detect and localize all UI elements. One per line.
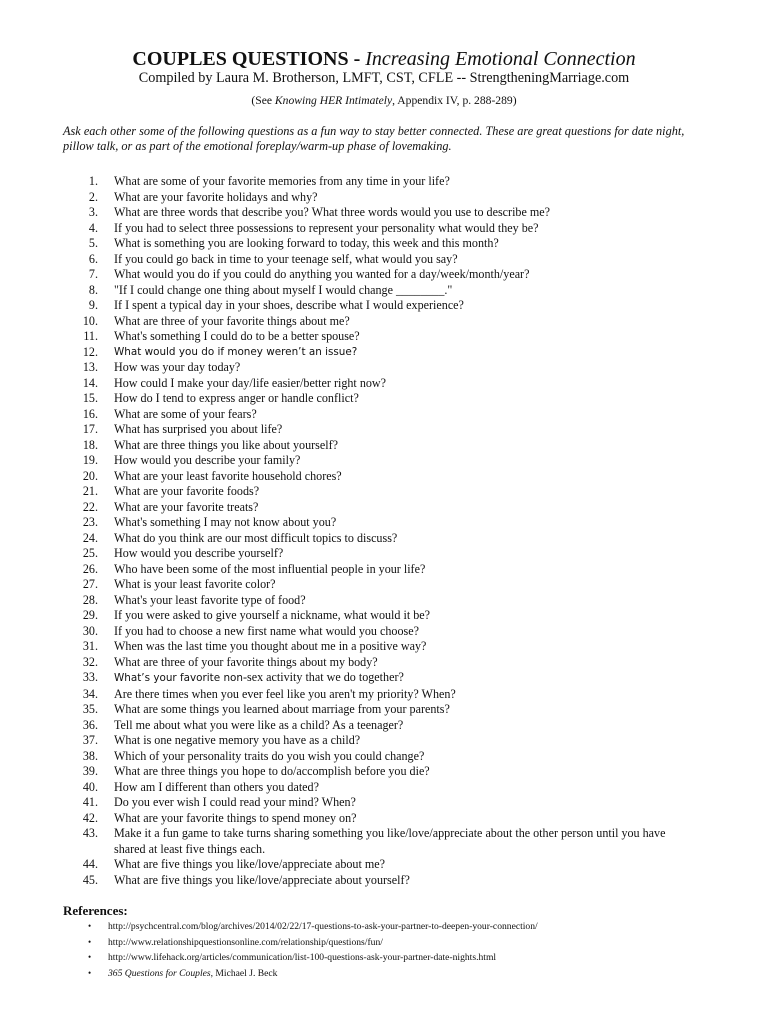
question-text: Which of your personality traits do you wish you could change? xyxy=(114,748,425,763)
question-number: 23. xyxy=(82,515,98,529)
question-text: What are three of your favorite things about me? xyxy=(114,313,350,328)
question-number: 21. xyxy=(82,484,98,498)
question-item xyxy=(0,221,768,237)
question-number: 6. xyxy=(88,251,98,266)
question-text: What are three things you like about yourself? xyxy=(114,437,338,452)
question-list xyxy=(0,174,768,888)
question-number: 32. xyxy=(82,654,98,669)
question-item xyxy=(0,205,768,221)
question-item xyxy=(0,360,768,376)
compiled-by-line: Compiled by Laura M. Brotherson, LMFT, CST, CFLE -- StrengtheningMarriage.com xyxy=(138,70,630,86)
reference-item xyxy=(0,950,768,966)
question-item xyxy=(0,873,768,889)
question-item xyxy=(0,655,768,671)
question-item xyxy=(0,453,768,469)
intro-paragraph: Ask each other some of the following questions as a fun way to stay better connected. These are great questions for date night, pillow talk, or as part of the emotional foreplay/warm-up phase of lovemaking. xyxy=(63,124,685,153)
question-item xyxy=(0,236,768,252)
question-item xyxy=(0,438,768,454)
question-number: 42. xyxy=(82,810,98,825)
question-text: If I spent a typical day in your shoes, describe what I would experience? xyxy=(114,298,464,312)
question-number: 19. xyxy=(82,453,98,467)
question-item xyxy=(0,577,768,593)
question-text-part-b: -sex activity that we do together? xyxy=(242,670,404,684)
question-item xyxy=(0,407,768,423)
question-number: 4. xyxy=(88,220,98,235)
question-text: What is your least favorite color? xyxy=(114,577,276,591)
question-text: What has surprised you about life? xyxy=(114,422,283,436)
question-number: 12. xyxy=(82,344,98,359)
question-text: What would you do if money weren’t an issue? xyxy=(114,345,358,358)
question-number: 38. xyxy=(82,748,98,763)
question-item xyxy=(0,826,768,857)
question-item xyxy=(0,670,768,687)
question-text: How would you describe yourself? xyxy=(114,546,284,560)
question-number: 20. xyxy=(82,468,98,483)
question-text: What are three things you hope to do/accomplish before you die? xyxy=(114,764,430,778)
question-text: What are some things you learned about marriage from your parents? xyxy=(114,702,450,716)
reference-item xyxy=(0,919,768,935)
reference-item xyxy=(0,966,768,982)
question-item xyxy=(0,283,768,299)
question-item xyxy=(0,764,768,780)
question-item xyxy=(0,608,768,624)
question-number: 26. xyxy=(82,561,98,576)
question-number: 33. xyxy=(82,670,98,684)
question-item xyxy=(0,562,768,578)
question-item xyxy=(0,593,768,609)
question-text: How could I make your day/life easier/better right now? xyxy=(114,375,387,390)
question-text: How would you describe your family? xyxy=(114,453,301,467)
question-number: 30. xyxy=(82,623,98,638)
question-number: 10. xyxy=(82,313,98,328)
bullet-icon: • xyxy=(88,921,92,931)
question-text: What are some of your favorite memories from any time in your life? xyxy=(114,174,450,188)
question-item xyxy=(0,484,768,500)
question-text xyxy=(114,670,694,687)
question-text: If you could go back in time to your teenage self, what would you say? xyxy=(114,251,458,266)
reference-book xyxy=(108,966,728,982)
question-number: 44. xyxy=(82,857,98,871)
question-number: 7. xyxy=(88,267,98,281)
question-item xyxy=(0,391,768,407)
reference-item xyxy=(0,935,768,951)
question-text: What's your least favorite type of food? xyxy=(114,592,306,607)
question-number: 11. xyxy=(83,329,98,343)
question-number: 1. xyxy=(88,174,98,188)
question-text: If you had to select three possessions to represent your personality what would they be? xyxy=(114,220,539,235)
question-number: 24. xyxy=(82,530,98,545)
question-item xyxy=(0,780,768,796)
question-number: 17. xyxy=(82,422,98,436)
question-item xyxy=(0,733,768,749)
question-text: What are your favorite holidays and why? xyxy=(114,189,318,204)
question-text: "If I could change one thing about myself I would change ________." xyxy=(114,282,453,297)
question-number: 25. xyxy=(82,546,98,560)
question-item xyxy=(0,500,768,516)
question-text: If you were asked to give yourself a nickname, what would it be? xyxy=(114,608,431,622)
question-item xyxy=(0,329,768,345)
question-text-part-a: What’s your favorite non xyxy=(114,672,243,684)
title-main: COUPLES QUESTIONS - xyxy=(132,48,361,70)
question-item xyxy=(0,624,768,640)
question-item xyxy=(0,531,768,547)
question-number: 13. xyxy=(82,360,98,374)
question-text: How do I tend to express anger or handle conflict? xyxy=(114,391,359,405)
question-number: 34. xyxy=(82,686,98,701)
question-item xyxy=(0,718,768,734)
question-number: 15. xyxy=(82,391,98,405)
question-text: Do you ever wish I could read your mind? When? xyxy=(114,795,356,809)
question-number: 29. xyxy=(82,608,98,622)
question-item xyxy=(0,749,768,765)
reference-link[interactable]: http://www.lifehack.org/articles/communication/list-100-questions-ask-your-partner-date-nights.html xyxy=(108,952,497,963)
question-text: What are three words that describe you? What three words would you use to describe me? xyxy=(114,205,551,219)
question-item xyxy=(0,795,768,811)
question-text: What are three of your favorite things about my body? xyxy=(114,654,378,669)
question-item xyxy=(0,687,768,703)
question-text: What do you think are our most difficult topics to discuss? xyxy=(114,530,398,545)
reference-link[interactable]: http://psychcentral.com/blog/archives/2014/02/22/17-questions-to-ask-your-partner-to-deepen-your-connection/ xyxy=(108,921,538,932)
question-text: When was the last time you thought about me in a positive way? xyxy=(114,639,427,653)
question-item xyxy=(0,546,768,562)
question-number: 27. xyxy=(82,577,98,591)
question-number: 37. xyxy=(82,733,98,747)
question-number: 5. xyxy=(88,236,98,250)
question-number: 18. xyxy=(82,437,98,452)
question-number: 40. xyxy=(82,779,98,794)
question-text: What's something I may not know about you? xyxy=(114,515,337,529)
question-item xyxy=(0,267,768,283)
question-text: What are your least favorite household chores? xyxy=(114,468,342,483)
question-text: Make it a fun game to take turns sharing something you like/love/appreciate about the other person until you have shared at least five things each. xyxy=(114,826,666,856)
question-number: 45. xyxy=(82,872,98,887)
question-text: What are your favorite things to spend money on? xyxy=(114,810,357,825)
question-number: 28. xyxy=(82,592,98,607)
title-subtitle: Increasing Emotional Connection xyxy=(365,48,636,70)
question-text: What would you do if you could do anything you wanted for a day/week/month/year? xyxy=(114,267,530,281)
see-prefix: (See xyxy=(251,94,275,107)
question-text: Tell me about what you were like as a child? As a teenager? xyxy=(114,717,404,732)
question-item xyxy=(0,469,768,485)
question-number: 14. xyxy=(82,375,98,390)
bullet-icon: • xyxy=(88,952,92,962)
question-number: 9. xyxy=(88,298,98,312)
question-text: How am I different than others you dated? xyxy=(114,779,319,794)
reference-link[interactable]: http://www.relationshipquestionsonline.com/relationship/questions/fun/ xyxy=(108,936,383,948)
question-number: 16. xyxy=(82,406,98,421)
references-heading: References: xyxy=(63,903,128,918)
question-number: 8. xyxy=(88,282,98,297)
question-text: What are five things you like/love/appreciate about yourself? xyxy=(114,872,410,887)
question-text: What's something I could do to be a better spouse? xyxy=(114,329,360,343)
see-book-title: Knowing HER Intimately xyxy=(274,94,393,107)
question-number: 3. xyxy=(88,205,98,219)
question-item xyxy=(0,345,768,361)
question-item xyxy=(0,857,768,873)
question-text: Are there times when you ever feel like you aren't my priority? When? xyxy=(114,686,456,701)
question-text: What is something you are looking forward to today, this week and this month? xyxy=(114,236,499,250)
question-number: 35. xyxy=(82,702,98,716)
question-text: What are five things you like/love/appreciate about me? xyxy=(114,857,385,871)
question-number: 22. xyxy=(82,499,98,514)
question-text: How was your day today? xyxy=(114,360,241,374)
question-number: 43. xyxy=(82,826,98,840)
book-reference-line xyxy=(0,93,768,108)
question-item xyxy=(0,515,768,531)
question-text: What are your favorite treats? xyxy=(114,499,259,514)
question-text: If you had to choose a new first name what would you choose? xyxy=(114,623,419,638)
question-item xyxy=(0,174,768,190)
question-number: 36. xyxy=(82,717,98,732)
question-number: 2. xyxy=(88,189,98,204)
question-text: What are your favorite foods? xyxy=(114,484,260,498)
question-item xyxy=(0,376,768,392)
question-item xyxy=(0,702,768,718)
question-item xyxy=(0,811,768,827)
question-text: What is one negative memory you have as a child? xyxy=(114,733,361,747)
question-text: What are some of your fears? xyxy=(114,406,257,421)
bullet-icon: • xyxy=(88,936,92,947)
question-text: Who have been some of the most influential people in your life? xyxy=(114,561,426,576)
references-list xyxy=(0,919,768,981)
reference-book-title: 365 Questions for Couples xyxy=(108,967,211,979)
question-item xyxy=(0,314,768,330)
question-item xyxy=(0,422,768,438)
question-item xyxy=(0,298,768,314)
question-item xyxy=(0,252,768,268)
question-number: 39. xyxy=(82,764,98,778)
bullet-icon: • xyxy=(88,967,92,978)
see-suffix: , Appendix IV, p. 288-289) xyxy=(392,94,517,107)
question-number: 41. xyxy=(82,795,98,809)
reference-book-author: , Michael J. Beck xyxy=(210,967,278,979)
question-number: 31. xyxy=(82,639,98,653)
question-item xyxy=(0,190,768,206)
question-item xyxy=(0,639,768,655)
